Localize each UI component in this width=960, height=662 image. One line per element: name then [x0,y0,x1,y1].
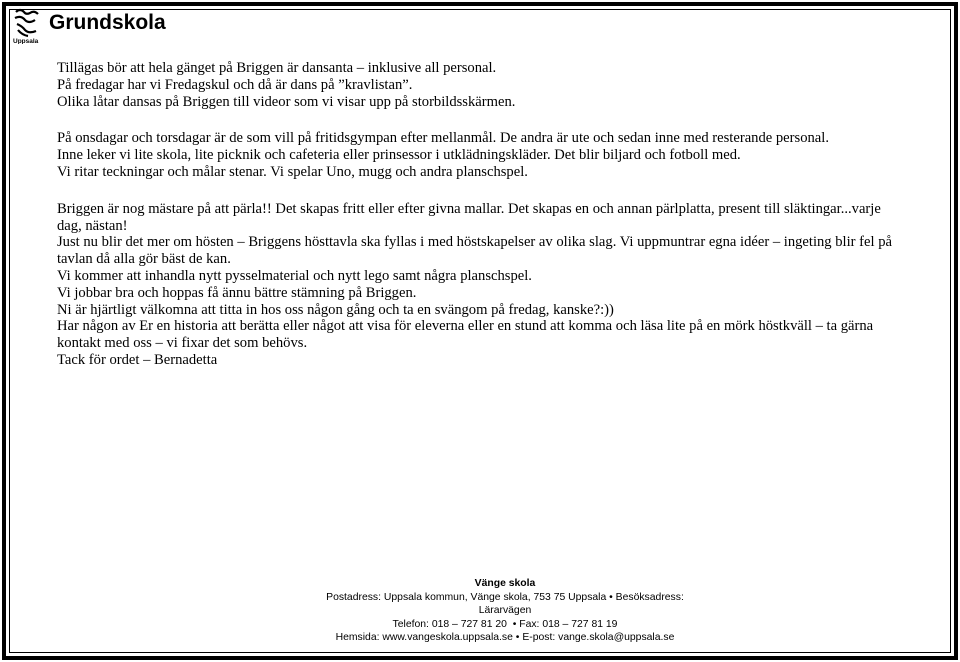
document-body [57,60,907,369]
paragraph-line: Ni är hjärtligt välkomna att titta in hos oss någon gång och ta en svängom på fredag, kanske?:)) [57,301,614,318]
signature-line: Tack för ordet – Bernadetta [57,351,218,368]
footer-phone: Telefon: 018 – 727 81 20 • Fax: 018 – 727 81 19 [392,618,618,630]
paragraph-line: Just nu blir det mer om hösten – Briggens hösttavla ska fyllas i med höstskapelser av olika slag. Vi uppmuntrar egna idéer – ingeting blir fel på tavlan då alla gör bäst de kan. [57,234,892,268]
paragraph-line: Briggen är nog mästare på att pärla!! Det skapas fritt eller efter givna mallar. Det skapas en och annan pärlplatta, present till släktingar...varje dag, nästan! [57,200,881,234]
paragraph-line: Vi kommer att inhandla nytt pysselmaterial och nytt lego samt några planschspel. [57,267,532,284]
paragraph-line: På fredagar har vi Fredagskul och då är dans på ”kravlistan”. [57,76,413,93]
paragraph-line: Tillägas bör att hela gänget på Briggen är dansanta – inklusive all personal. [57,60,497,76]
svg-text:Uppsala: Uppsala [13,38,39,44]
paragraph-line: Vi ritar teckningar och målar stenar. Vi spelar Uno, mugg och andra planschspel. [57,163,528,180]
footer-web: Hemsida: www.vangeskola.uppsala.se • E-post: vange.skola@uppsala.se [335,632,675,644]
paragraph-line: Olika låtar dansas på Briggen till videor som vi visar upp på storbildsskärmen. [57,93,516,110]
uppsala-logo-icon [12,8,42,44]
paragraph-line: Inne leker vi lite skola, lite picknik och cafeteria eller prinsessor i utklädningskläder. Det blir biljard och fotboll med. [57,147,741,164]
paragraph-line: Vi jobbar bra och hoppas få ännu bättre stämning på Briggen. [57,284,417,301]
footer-school-name: Vänge skola [474,578,536,589]
page-title: Grundskola [49,11,166,34]
footer [300,577,710,645]
paragraph-line: Har någon av Er en historia att berätta eller något att visa för eleverna eller en stund att komma och läsa lite på en mörk höstkväll – ta gärna kontakt med oss – vi fixar det som behövs. [57,318,874,352]
paragraph-line: På onsdagar och torsdagar är de som vill på fritidsgympan efter mellanmål. De andra är ute och sedan inne med resterande personal. [57,130,829,147]
footer-address: Postadress: Uppsala kommun, Vänge skola, 753 75 Uppsala • Besöksadress: Lärarvägen [326,591,684,617]
